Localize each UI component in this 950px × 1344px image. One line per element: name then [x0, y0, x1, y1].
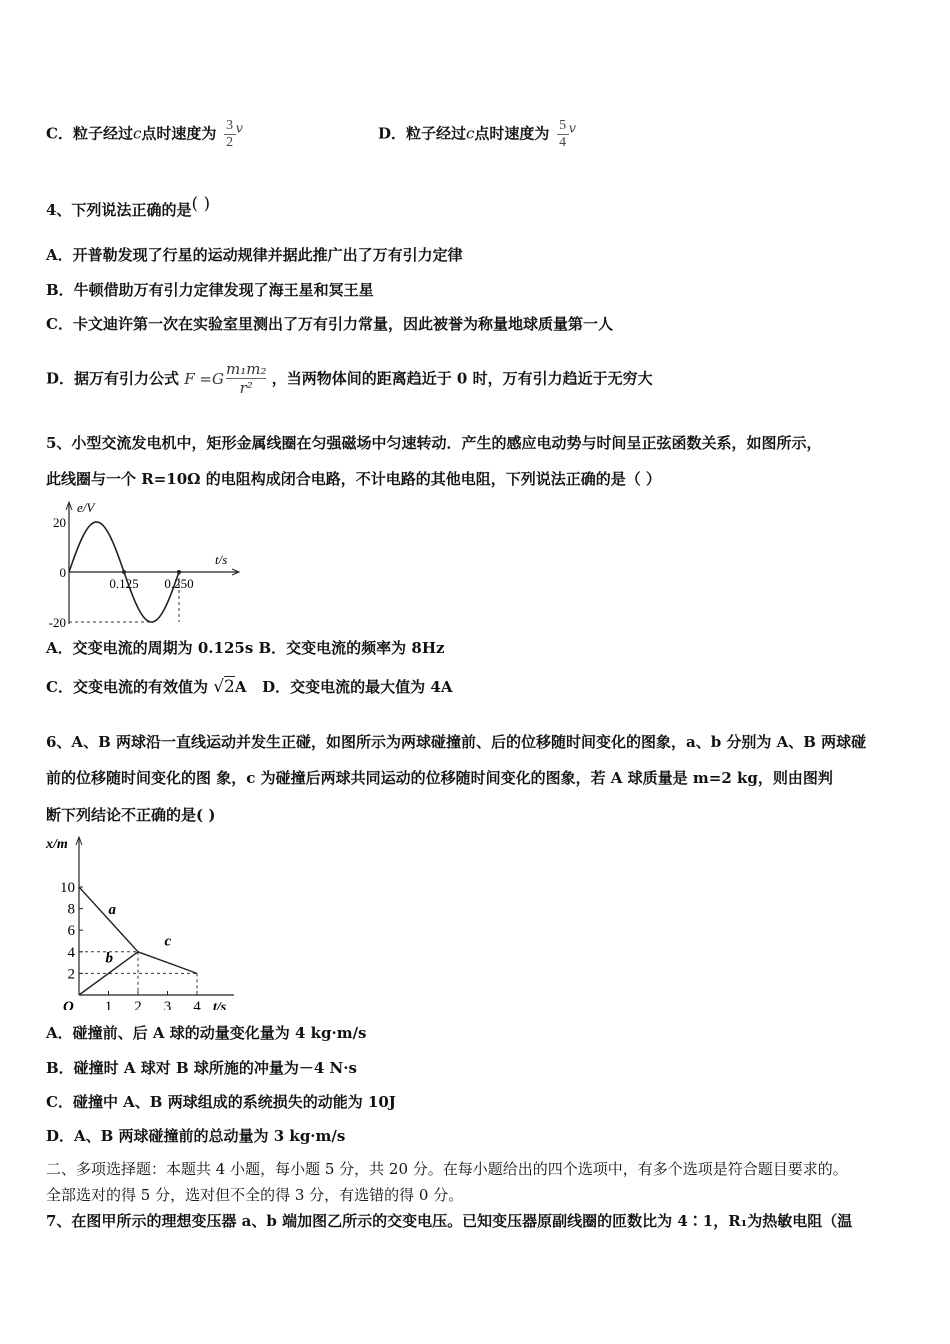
- q3-option-d-var: c: [466, 124, 475, 143]
- q4-option-d: [46, 360, 653, 397]
- q6-option-c: C．碰撞中 A、B 两球组成的系统损失的动能为 10J: [46, 1093, 396, 1111]
- sqrt-symbol: √2: [213, 677, 235, 697]
- q3-option-c-fraction: $\frac{3}{2}$: [224, 118, 236, 151]
- q6-option-b: B．碰撞时 A 球对 B 球所施的冲量为－4 N·s: [46, 1059, 357, 1077]
- y-tick-label: 2: [67, 966, 75, 983]
- origin-label: O: [63, 999, 74, 1010]
- q5-stem-line1: 5、小型交流发电机中，矩形金属线圈在匀强磁场中匀速转动．产生的感应电动势与时间呈正弦函数关系，如图所示，: [46, 434, 822, 452]
- q6-stem-line3: 断下列结论不正确的是( ): [46, 806, 216, 824]
- q6-option-d: D．A、B 两球碰撞前的总动量为 3 kg·m/s: [46, 1127, 346, 1145]
- x-tick-label: 2: [134, 999, 142, 1010]
- y-tick-label: 6: [67, 923, 75, 940]
- q4-option-a: A．开普勒发现了行星的运动规律并据此推广出了万有引力定律: [46, 246, 463, 264]
- section2-line2: 全部选对的得 5 分，选对但不全的得 3 分，有选错的得 0 分。: [46, 1186, 464, 1204]
- y-tick-label: 0: [59, 565, 66, 580]
- q3-option-c-v: v: [235, 121, 243, 137]
- x-tick-label: 0.250: [164, 576, 194, 591]
- x-tick-label: 4: [193, 999, 201, 1010]
- q5-option-ab: A．交变电流的周期为 0.125s B．交变电流的频率为 8Hz: [46, 639, 445, 657]
- q4-option-b: B．牛顿借助万有引力定律发现了海王星和冥王星: [46, 281, 374, 299]
- y-tick-label: 8: [67, 901, 75, 918]
- q4-option-d-prefix: D．据万有引力公式: [46, 369, 180, 388]
- q4-stem-text: 4、下列说法正确的是: [46, 201, 192, 219]
- y-tick-label: 20: [53, 515, 66, 530]
- x-tick-label: 1: [104, 999, 113, 1010]
- q3-option-d-suffix: 点时速度为: [474, 124, 550, 143]
- q3-option-d-v: v: [568, 121, 577, 137]
- q3-option-d: [378, 118, 576, 151]
- q3-option-d-prefix: D．粒子经过: [378, 124, 467, 143]
- q3-option-c-prefix: C．粒子经过: [46, 124, 133, 143]
- q3-option-d-fraction: $\frac{5}{4}$: [557, 118, 569, 151]
- q3-option-c-var: c: [132, 124, 142, 143]
- series-a-label: a: [108, 902, 116, 918]
- q5-option-c-prefix: C．交变电流的有效值为: [46, 678, 208, 696]
- emf-time-graph: [44, 496, 254, 632]
- q5-option-cd: [46, 676, 452, 697]
- q6-stem-line2: 前的位移随时间变化的图 象，c 为碰撞后两球共同运动的位移随时间变化的图象，若 A 球质量是 m=2 kg，则由图判: [46, 769, 833, 787]
- q6-stem-line1: 6、A、B 两球沿一直线运动并发生正碰，如图所示为两球碰撞前、后的位移随时间变化的图象，a、b 分别为 A、B 两球碰: [46, 733, 867, 751]
- gravitation-formula: F =G m₁m₂ r²: [184, 360, 267, 397]
- y-tick-label: -20: [48, 615, 66, 630]
- y-tick-label: 4: [67, 944, 75, 961]
- series-b-label: b: [105, 950, 114, 967]
- q4-stem: [46, 194, 210, 220]
- q4-answer-paren: ( ): [191, 194, 211, 214]
- section2-line1: 二、多项选择题：本题共 4 小题，每小题 5 分，共 20 分。在每小题给出的四个选项中，有多个选项是符合题目要求的。: [46, 1160, 848, 1178]
- series-a-line: [79, 887, 138, 952]
- series-c-label: c: [164, 933, 172, 950]
- q3-option-c: [46, 118, 243, 151]
- series-c-line: [138, 952, 197, 974]
- q5-option-d: D．交变电流的最大值为 4A: [262, 678, 453, 696]
- q4-option-c: C．卡文迪许第一次在实验室里测出了万有引力常量，因此被誉为称量地球质量第一人: [46, 315, 613, 333]
- displacement-time-graph: [44, 830, 244, 1010]
- y-tick-label: 10: [60, 880, 75, 896]
- y-axis-label: e/V: [77, 500, 95, 515]
- q7-stem-line1: 7、在图甲所示的理想变压器 a、b 端加图乙所示的交变电压。已知变压器原副线圈的匝数比为 4∶1，R₁为热敏电阻（温: [46, 1212, 853, 1230]
- x-tick-label: 0.125: [109, 576, 139, 591]
- x-axis-label: t/s: [213, 1000, 227, 1010]
- q3-option-c-suffix: 点时速度为: [141, 124, 217, 143]
- q5-stem-line2: 此线圈与一个 R=10Ω 的电阻构成闭合电路，不计电路的其他电阻，下列说法正确的是（ ）: [46, 470, 661, 488]
- y-axis-label: x/m: [46, 837, 68, 852]
- x-axis-label: t/s: [215, 552, 228, 567]
- q5-option-c-unit: A: [234, 678, 247, 696]
- q6-option-a: A．碰撞前、后 A 球的动量变化量为 4 kg·m/s: [46, 1024, 367, 1042]
- x-tick-label: 3: [163, 999, 172, 1010]
- q4-option-d-suffix: ，当两物体间的距离趋近于 0 时，万有引力趋近于无穷大: [271, 369, 653, 388]
